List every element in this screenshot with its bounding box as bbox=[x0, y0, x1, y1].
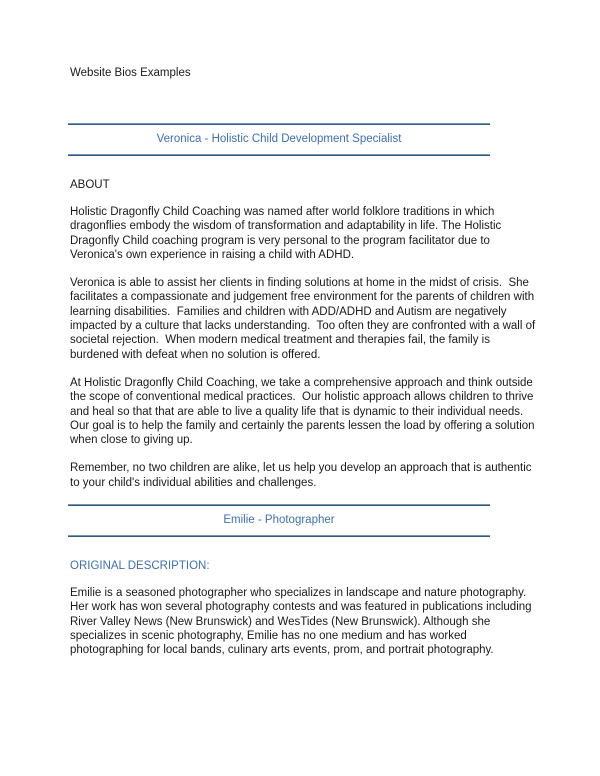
veronica-paragraph-4: Remember, no two children are alike, let us help you develop an approach that is authentic to your child's individual abilities and challenges. bbox=[70, 462, 535, 489]
section-divider-line bbox=[68, 123, 490, 125]
section-heading-emilie: Emilie - Photographer bbox=[223, 514, 335, 527]
about-label: ABOUT bbox=[70, 179, 110, 191]
section-divider-line bbox=[68, 154, 490, 156]
section-heading-veronica: Veronica - Holistic Child Development Specialist bbox=[156, 133, 402, 145]
section-divider-line bbox=[68, 504, 490, 506]
veronica-paragraph-1: Holistic Dragonfly Child Coaching was named after world folklore traditions in which dragonflies embody the wisdom of transformation and adaptability in life. The Holistic Dragonfly Child coaching program is very personal to the program facilitator due to Veronica's own experience in raising a child with ADHD. bbox=[70, 206, 505, 261]
doc-title: Website Bios Examples bbox=[70, 67, 191, 79]
section-header-veronica bbox=[68, 123, 490, 156]
veronica-paragraph-2: Veronica is able to assist her clients in finding solutions at home in the midst of crisis. She facilitates a compassionate and judgement free environment for the parents of children with learning disabilities. Families and children with ADD/ADHD and Autism are negatively impacted by a culture that lacks understanding. Too often they are confronted with a wall of societal rejection. When modern medical treatment and therapies fail, the family is burdened with defeat when no solution is offered. bbox=[70, 277, 539, 361]
section-divider-line bbox=[68, 535, 490, 537]
emilie-paragraph-1: Emilie is a seasoned photographer who specializes in landscape and nature photography. Her work has won several photography contests and was featured in publications including River Valley News (New Brunswick) and WesTides (New Brunswick). Although she specializes in scenic photography, Emilie has no one medium and has worked photographing for local bands, culinary arts events, prom, and portrait photography. bbox=[70, 587, 535, 657]
original-description-label: ORIGINAL DESCRIPTION: bbox=[70, 560, 210, 573]
section-header-emilie bbox=[68, 504, 490, 537]
veronica-paragraph-3: At Holistic Dragonfly Child Coaching, we take a comprehensive approach and think outside the scope of conventional medical practices. Our holistic approach allows children to thrive and heal so that that are able to live a quality life that is dynamic to their individual needs. Our goal is to help the family and certainly the parents lessen the load by offering a solution when close to giving up. bbox=[70, 376, 538, 447]
